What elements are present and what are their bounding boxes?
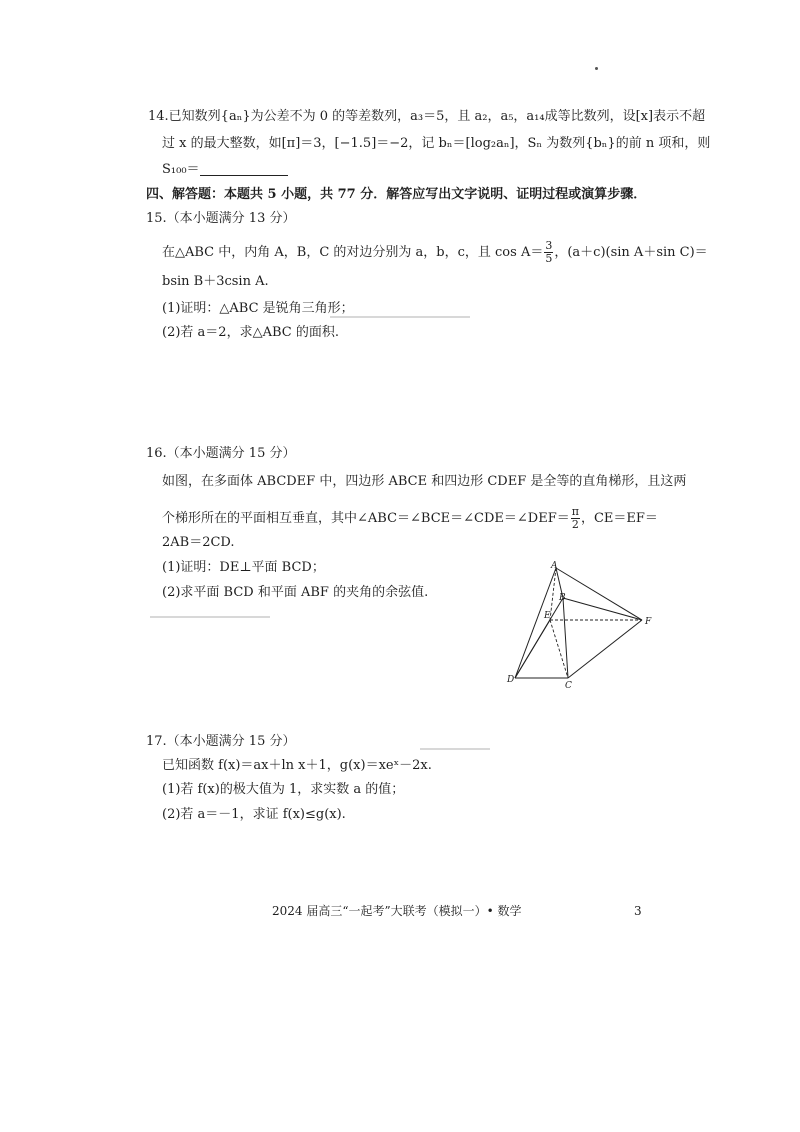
q15-part2: (2)若 a＝2，求△ABC 的面积. [162, 325, 339, 340]
q14-line3 [162, 163, 288, 176]
vertex-label-f: F [645, 617, 652, 627]
q14-s100-label: S₁₀₀＝ [162, 162, 200, 177]
q15-part1: (1)证明：△ABC 是锐角三角形； [162, 301, 354, 316]
q16-header: 16.（本小题满分 15 分） [146, 446, 296, 461]
fraction-denominator: 2 [571, 518, 579, 531]
q17-header: 17.（本小题满分 15 分） [146, 734, 296, 749]
vertex-label-a: A [551, 561, 558, 571]
section-heading: 四、解答题：本题共 5 小题，共 77 分．解答应写出文字说明、证明过程或演算步骤． [146, 187, 647, 202]
q14-line2: 过 x 的最大整数，如[π]＝3，[−1.5]＝−2，记 bₙ＝[log₂aₙ]，Sₙ 为数列{bₙ}的前 n 项和，则 [162, 136, 711, 151]
page-footer: 2024 届高三“一起考”大联考（模拟一）• 数学 [272, 904, 522, 918]
q16-part2: (2)求平面 BCD 和平面 ABF 的夹角的余弦值. [162, 585, 429, 600]
q15-header: 15.（本小题满分 13 分） [146, 211, 296, 226]
q16-part1: (1)证明：DE⊥平面 BCD； [162, 560, 325, 575]
q14-line1: 14.已知数列{aₙ}为公差不为 0 的等差数列，a₃＝5，且 a₂，a₅，a₁₄成等比数列，设[x]表示不超 [148, 109, 706, 124]
scan-smudge [330, 316, 470, 318]
scan-smudge [420, 748, 490, 750]
scan-speck [595, 67, 598, 70]
q15-line1 [162, 240, 708, 265]
q17-part1: (1)若 f(x)的极大值为 1，求实数 a 的值； [162, 782, 405, 797]
q16-line1: 如图，在多面体 ABCDEF 中，四边形 ABCE 和四边形 CDEF 是全等的直角梯形，且这两 [162, 474, 687, 489]
fraction-numerator: π [571, 505, 579, 518]
q16-text-a: 个梯形所在的平面相互垂直，其中∠ABC＝∠BCE＝∠CDE＝∠DEF＝ [162, 511, 570, 526]
q15-text-b: ，(a＋c)(sin A＋sin C)＝ [554, 245, 708, 260]
polyhedron-figure [505, 558, 665, 694]
vertex-label-d: D [507, 675, 515, 685]
fraction-numerator: 3 [545, 239, 553, 252]
figure-edges [515, 568, 642, 678]
figure-hidden-edges [550, 568, 642, 678]
scan-smudge [150, 616, 270, 618]
q15-line2: bsin B＋3csin A. [162, 274, 269, 289]
q17-part2: (2)若 a＝－1，求证 f(x)≤g(x). [162, 807, 346, 822]
q15-text-a: 在△ABC 中，内角 A，B，C 的对边分别为 a，b，c，且 cos A＝ [162, 245, 544, 260]
vertex-label-e: E [544, 611, 551, 621]
fraction-denominator: 5 [545, 252, 553, 265]
q16-line2 [162, 506, 658, 531]
answer-blank [200, 163, 288, 176]
page-number: 3 [634, 904, 642, 918]
q16-text-b: ，CE＝EF＝ [580, 511, 658, 526]
q16-line3: 2AB＝2CD. [162, 535, 235, 550]
q17-line1: 已知函数 f(x)＝ax＋ln x＋1，g(x)＝xeˣ－2x. [162, 758, 432, 773]
vertex-label-b: B [559, 593, 566, 603]
fraction [544, 240, 553, 265]
vertex-label-c: C [565, 681, 572, 691]
fraction [571, 506, 580, 531]
